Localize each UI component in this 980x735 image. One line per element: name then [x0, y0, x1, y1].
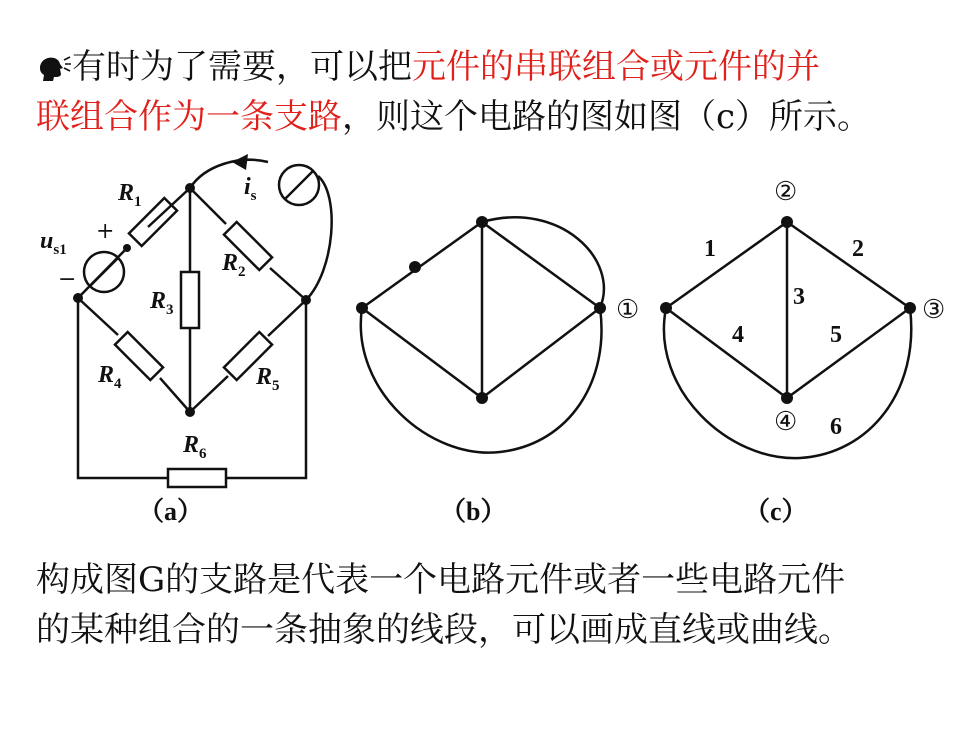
node-dot — [185, 407, 195, 417]
circuit-figures — [0, 140, 980, 540]
minus-sign: − — [58, 267, 77, 292]
intro-text-1: 有时为了需要，可以把 — [72, 47, 412, 87]
node-dot — [409, 261, 421, 273]
intro-text-2: ，则这个电路的图如图（c）所示。 — [342, 97, 872, 137]
branch-label-2: 2 — [852, 236, 864, 262]
branch-label-4: 4 — [732, 322, 744, 348]
node-dot — [301, 295, 311, 305]
node-label-3: ③ — [922, 295, 946, 325]
node-dot — [476, 392, 488, 404]
node-dot — [185, 183, 195, 193]
caption-b: （b） — [440, 497, 507, 526]
label-r5: $R_5$ — [256, 364, 280, 394]
node-label-4: ④ — [774, 407, 798, 437]
arrow-left-icon — [232, 154, 248, 170]
label-r2: $R_2$ — [222, 250, 246, 280]
node-dot — [594, 302, 606, 314]
node-dot — [123, 244, 131, 252]
caption-a: （a） — [138, 497, 204, 526]
caption-c: （c） — [744, 497, 808, 526]
conclusion-line-2: 的某种组合的一条抽象的线段，可以画成直线或曲线。 — [36, 610, 852, 650]
node-dot — [781, 392, 793, 404]
branch-label-1: 1 — [704, 236, 716, 262]
intro-highlight-2: 联组合作为一条支路 — [36, 97, 342, 137]
branch-label-6: 6 — [830, 414, 842, 440]
figure-b-graph — [361, 217, 604, 452]
intro-paragraph — [36, 42, 956, 142]
plus-sign: + — [96, 219, 115, 244]
label-r1: $R_1$ — [118, 180, 142, 210]
intro-highlight-1: 元件的串联组合或元件的并 — [412, 47, 820, 87]
label-us1: $u_{s1}$ — [40, 228, 67, 258]
node-dot — [904, 302, 916, 314]
node-dot — [781, 216, 793, 228]
label-r3: $R_3$ — [150, 288, 174, 318]
conclusion-line-1: 构成图G的支路是代表一个电路元件或者一些电路元件 — [36, 560, 846, 600]
resistor-r3 — [181, 272, 199, 328]
node-dot — [476, 216, 488, 228]
label-is: $i_s$ — [244, 174, 257, 204]
figure-a-circuit — [78, 160, 332, 487]
label-r6: $R_6$ — [183, 432, 207, 462]
branch-label-3: 3 — [793, 284, 805, 310]
label-r4: $R_4$ — [98, 362, 122, 392]
node-label-2: ② — [774, 177, 798, 207]
branch-label-5: 5 — [830, 322, 842, 348]
node-dot — [356, 302, 368, 314]
node-dot — [660, 302, 672, 314]
node-label-1: ① — [616, 295, 640, 325]
node-dot — [73, 293, 83, 303]
resistor-r6 — [168, 469, 226, 487]
conclusion-paragraph — [36, 555, 956, 655]
resistor-r4 — [115, 332, 163, 380]
speaker-head-icon — [36, 46, 72, 78]
